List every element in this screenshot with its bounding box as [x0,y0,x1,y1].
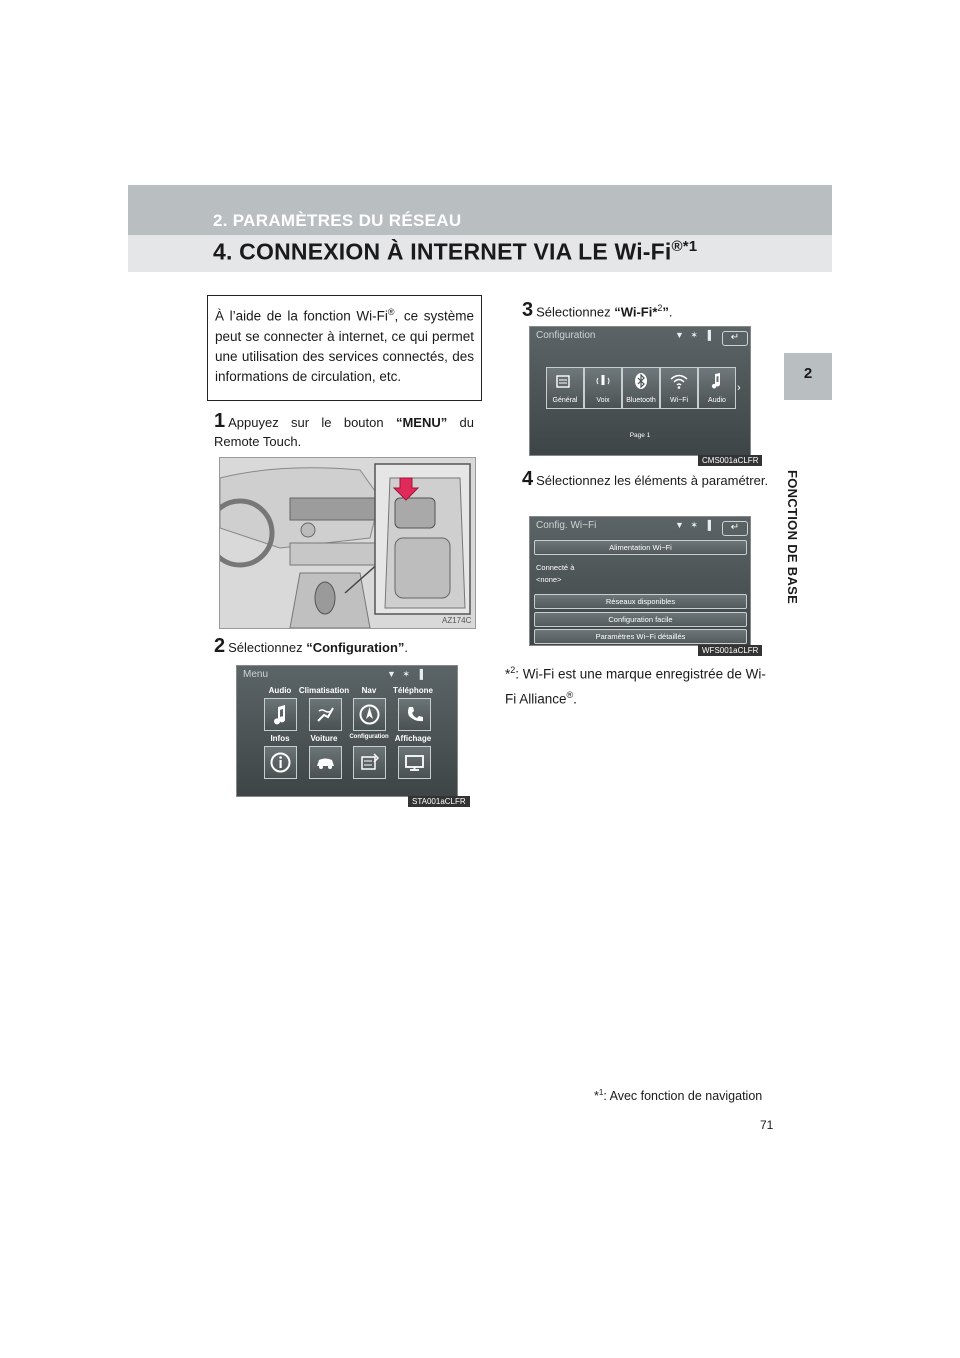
footnote-1: *$^1$: Avec fonction de navigation [594,1088,763,1104]
menu-label: Affichage [394,734,432,743]
page-title: 4. CONNEXION À INTERNET VIA LE $Wi-Fi^{®*1}$ [213,238,698,265]
detailed-settings-button[interactable]: Paramètres Wi−Fi détaillés [534,629,747,644]
available-networks-button[interactable]: Réseaux disponibles [534,594,747,609]
menu-label: Audio [268,686,292,695]
chapter-number: 2 [803,365,813,382]
footnote-2: *$^2$: Wi-Fi est une marque enregistrée de Wi-Fi Alliance®. [505,665,766,706]
step-1: 1 Appuyez sur le bouton “MENU” du Remote Touch. [214,410,474,449]
screen-title: Menu [243,669,269,680]
step-3: 3 Sélectionnez “Wi-Fi*$^2$”. [522,299,673,322]
figure-code: STA001aCLFR [408,796,470,807]
info-icon[interactable] [264,746,297,779]
page-number: 71 [760,1118,774,1132]
config-tile-voice[interactable]: Voix [584,367,622,409]
page-indicator: Page 1 [629,432,651,439]
music-note-icon[interactable] [264,698,297,731]
back-button[interactable]: ↵ [722,331,748,346]
menu-label: Infos [270,734,290,743]
step-4: 4 Sélectionnez les éléments à paramétrer. [522,468,769,490]
screen-title: Config. Wi−Fi [536,520,597,531]
wifi-power-toggle[interactable]: Alimentation Wi−Fi [534,540,747,555]
settings-icon[interactable] [353,746,386,779]
menu-screen [236,665,458,797]
nav-icon[interactable] [353,698,386,731]
screen-title: Configuration [536,330,596,341]
climate-icon[interactable] [309,698,342,731]
status-icons: ▼ ✶ ▐ [387,669,425,679]
config-tile-bluetooth[interactable]: Bluetooth [622,367,660,409]
easy-setup-button[interactable]: Configuration facile [534,612,747,627]
menu-label: Téléphone [392,686,433,695]
intro-box: À l’aide de la fonction Wi-Fi®, ce système peut se connecter à internet, ce qui permet une utilisation des services connectés, des informations de circulation, etc. [207,295,482,401]
car-icon[interactable] [309,746,342,779]
connected-value: <none> [536,575,562,584]
remote-touch-illustration [219,457,476,629]
config-tile-wifi[interactable]: Wi−Fi [660,367,698,409]
section-title: 2. PARAMÈTRES DU RÉSEAU [213,211,462,230]
menu-label: Climatisation [298,686,350,695]
figure-code: CMS001aCLFR [698,455,762,466]
config-tile-audio[interactable]: Audio [698,367,736,409]
connected-label: Connecté à [536,563,575,572]
display-icon[interactable] [398,746,431,779]
chapter-label: FONCTION DE BASE [785,470,800,605]
configuration-screen [529,326,751,456]
menu-label: Voiture [310,734,338,743]
menu-label: Configuration [349,734,389,740]
status-icons: ▼ ✶ ▐ [675,330,713,340]
figure-code: AZ174C [442,616,472,625]
menu-label: Nav [361,686,377,695]
phone-icon[interactable] [398,698,431,731]
figure-code: WFS001aCLFR [698,645,762,656]
step-2: 2 Sélectionnez “Configuration”. [214,635,409,657]
wifi-config-screen [529,516,751,646]
back-button[interactable]: ↵ [722,521,748,536]
chevron-right-icon[interactable]: › [737,382,741,394]
status-icons: ▼ ✶ ▐ [675,520,713,530]
config-tile-general[interactable]: Général [546,367,584,409]
